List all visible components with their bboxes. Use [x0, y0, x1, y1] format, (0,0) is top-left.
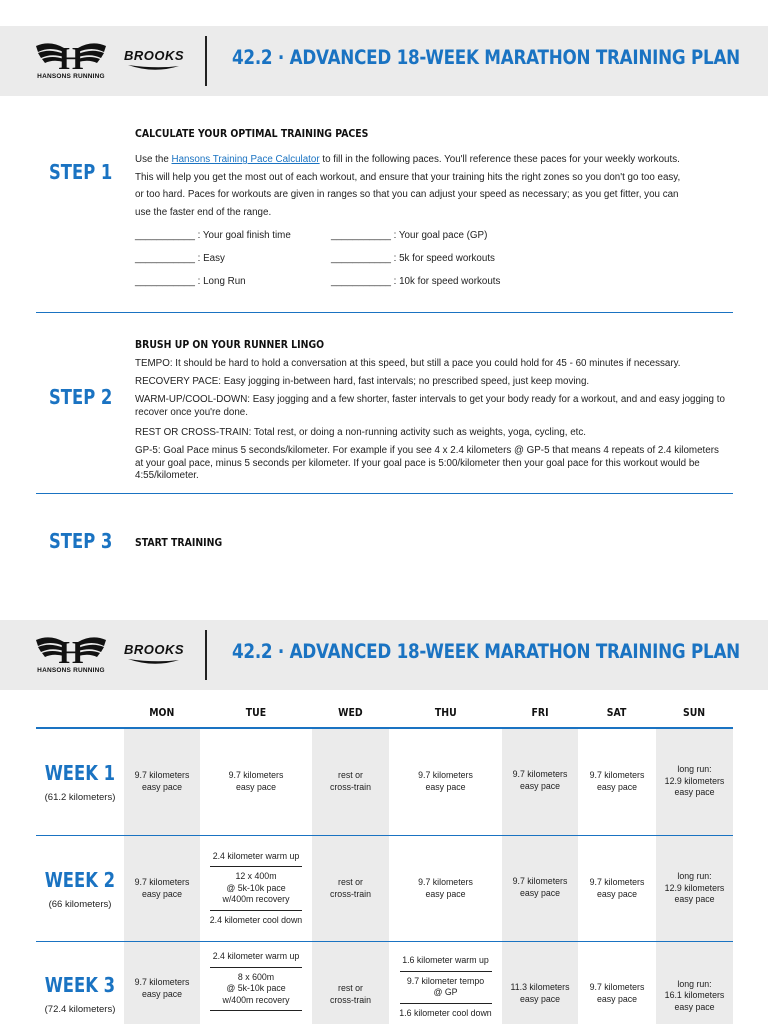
workout-pace: easy pace — [674, 787, 715, 798]
day-header-label: FRI — [531, 706, 549, 719]
hansons-running-logo — [34, 38, 108, 84]
workout-tempo — [389, 976, 502, 999]
hansons-running-logo — [34, 632, 108, 678]
week-2-wed — [312, 836, 389, 941]
workout-distance: 16.1 kilometers — [664, 990, 725, 1001]
workout-distance: 9.7 kilometers — [589, 876, 645, 887]
workout-separator — [210, 967, 302, 968]
brooks-swoosh-icon — [124, 658, 180, 667]
week-3-label — [36, 973, 124, 997]
workout-pace: easy pace — [235, 781, 277, 792]
day-header-label: TUE — [245, 706, 267, 719]
day-header-fri — [502, 706, 578, 719]
week-2-tue — [200, 836, 312, 941]
workout-pace: easy pace — [674, 894, 715, 905]
workout-distance: 9.7 kilometers — [589, 982, 645, 993]
brooks-wordmark: BROOKS — [124, 48, 185, 63]
winged-h-icon — [34, 632, 108, 668]
workout-pace: easy pace — [519, 887, 561, 898]
step-3-title: START TRAINING — [135, 536, 223, 549]
workout-distance: 9.7 kilometers — [134, 977, 190, 988]
interval-reps: 12 x 400m — [235, 871, 277, 882]
week-2-mon — [124, 836, 200, 941]
week-3-wed — [312, 981, 389, 1009]
5k-pace-blank[interactable]: ___________ : 5k for speed workouts — [331, 253, 495, 264]
workout-distance: 9.7 kilometers — [134, 876, 190, 887]
week-1-wed — [312, 728, 389, 835]
week-3-thu — [389, 955, 502, 1019]
workout-warm-up: 2.4 kilometer warm up — [212, 850, 300, 861]
brooks-logo — [124, 642, 185, 668]
week-1-total: (61.2 kilometers) — [44, 792, 116, 803]
workout-warm-up: 2.4 kilometer warm up — [212, 951, 300, 961]
day-header-label: SAT — [607, 706, 627, 719]
workout-distance: 12.9 kilometers — [664, 775, 725, 786]
workout-cool-down: 1.6 kilometer cool down — [399, 1007, 492, 1018]
week-3-fri — [502, 980, 578, 1008]
step-2-label: STEP 2 — [49, 385, 113, 409]
workout-intervals — [200, 972, 312, 1007]
day-header-tue — [200, 706, 312, 719]
workout-rest: cross-train — [329, 888, 372, 899]
instructions-text: to fill in the following paces. You'll reference these paces for your weekly workouts. — [319, 154, 680, 165]
lingo-rest-cross-train: REST OR CROSS-TRAIN: Total rest, or doing a non-running activity such as weights, yoga, cycling, etc. — [135, 427, 587, 438]
workout-pace: easy pace — [141, 888, 183, 899]
lingo-recovery-pace: RECOVERY PACE: Easy jogging in-between hard, fast intervals; no prescribed speed, just keep moving. — [135, 376, 590, 387]
instructions-line-4: use the faster end of the range. — [135, 206, 272, 218]
workout-pace: easy pace — [519, 781, 561, 791]
workout-type: long run: — [677, 978, 712, 989]
lingo-tempo: TEMPO: It should be hard to hold a conversation at this speed, but still a pace you could hold for 45 - 60 minutes if necessary. — [135, 358, 681, 369]
workout-warm-up: 1.6 kilometer warm up — [402, 955, 489, 965]
workout-distance: 9.7 kilometers — [512, 875, 568, 886]
easy-pace-blank[interactable]: ___________ : Easy — [135, 253, 225, 264]
week-2-label — [36, 868, 124, 892]
workout-distance: 9.7 kilometers — [589, 769, 645, 780]
workout-distance: 11.3 kilometers — [510, 982, 570, 993]
workout-type: long run: — [677, 764, 712, 775]
week-1-fri — [502, 728, 578, 834]
week-1-tue — [200, 728, 312, 835]
workout-distance: 9.7 kilometers — [134, 769, 190, 780]
plan-header — [0, 26, 768, 96]
workout-rest: rest or — [338, 876, 363, 887]
day-header-sat — [578, 706, 656, 719]
week-1-sat — [578, 728, 656, 835]
day-header-thu — [389, 706, 502, 719]
pace-calculator-link[interactable]: Hansons Training Pace Calculator — [171, 154, 320, 165]
svg-text:H: H — [58, 40, 84, 74]
goal-finish-time-blank[interactable]: ___________ : Your goal finish time — [135, 230, 291, 241]
workout-pace: easy pace — [596, 781, 638, 792]
day-header-label: WED — [338, 706, 363, 719]
week-label-text: WEEK 3 — [44, 973, 116, 997]
workout-pace: easy pace — [596, 994, 638, 1004]
workout-separator — [210, 1010, 302, 1011]
step-1-title: CALCULATE YOUR OPTIMAL TRAINING PACES — [135, 127, 369, 140]
header-divider — [205, 36, 207, 86]
step-1-label: STEP 1 — [49, 160, 113, 184]
step-1-instructions — [135, 151, 733, 221]
day-header-label: SUN — [683, 706, 706, 719]
workout-separator — [210, 866, 302, 867]
hansons-tagline: HANSONS RUNNING — [37, 73, 105, 80]
interval-reps: 8 x 600m — [237, 971, 275, 982]
workout-pace: easy pace — [596, 888, 638, 899]
workout-distance: 9.7 kilometers — [418, 769, 473, 780]
workout-separator — [210, 910, 302, 911]
workout-rest: cross-train — [329, 781, 372, 792]
brooks-swoosh-icon — [124, 64, 180, 73]
workout-distance: 9.7 kilometers — [512, 769, 568, 780]
week-label-text: WEEK 2 — [44, 868, 116, 892]
instructions-line-2: This will help you get the most out of each workout, and ensure that your training hits the right zones so you don't go too easy, — [135, 171, 681, 183]
week-1-thu — [389, 728, 502, 835]
section-divider — [36, 312, 733, 313]
instructions-line-3: or too hard. Paces for workouts are given in ranges so that you can adjust your speed as necessary; as you get fitter, you can — [135, 189, 679, 201]
goal-pace-blank[interactable]: ___________ : Your goal pace (GP) — [331, 230, 488, 241]
tempo-distance: 9.7 kilometer tempo — [406, 975, 485, 986]
lingo-gp-5: GP-5: Goal Pace minus 5 seconds/kilometer. For example if you see 4 x 2.4 kilometers @ GP-5 that means 4 repeats of 2.4 kilometers at your goal pace, minus 5 seconds per kilometer. If your goal pace is 5:00/kilometer then your goal pace for this workout would be 4:55/kilometer. — [135, 445, 719, 481]
week-2-thu — [389, 836, 502, 941]
week-2-sat — [578, 836, 656, 941]
workout-distance: 12.9 kilometers — [664, 882, 725, 893]
workout-pace: easy pace — [141, 989, 183, 999]
week-label-text: WEEK 1 — [44, 761, 116, 785]
instructions-line-1 — [135, 151, 733, 169]
day-header-label: MON — [149, 706, 175, 719]
interval-recovery: w/400m recovery — [222, 994, 290, 1005]
winged-h-icon — [34, 38, 108, 74]
week-1-mon — [124, 728, 200, 835]
workout-cool-down: 2.4 kilometer cool down — [209, 914, 303, 925]
page-title: 42.2 · ADVANCED 18-WEEK MARATHON TRAINING PLAN — [232, 46, 740, 69]
brooks-wordmark: BROOKS — [124, 642, 185, 657]
interval-pace: @ 5k-10k pace — [226, 983, 286, 994]
workout-separator — [400, 971, 492, 972]
day-header-mon — [124, 706, 200, 719]
day-header-label: THU — [434, 706, 457, 719]
lingo-warm-up-cool-down: WARM-UP/COOL-DOWN: Easy jogging and a few shorter, faster intervals to get your body ready for a workout, and and easy jogging to recover once you're done. — [135, 394, 725, 418]
day-header-sun — [656, 706, 733, 719]
instructions-text: Use the — [135, 154, 172, 165]
workout-pace: easy pace — [141, 781, 183, 792]
workout-pace: easy pace — [425, 781, 466, 792]
workout-rest: rest or — [338, 769, 363, 780]
week-2-fri — [502, 836, 578, 939]
tempo-pace: @ GP — [433, 987, 458, 998]
week-1-label — [36, 761, 124, 785]
workout-separator — [400, 1003, 492, 1004]
header-divider — [205, 630, 207, 680]
week-3-tue — [200, 951, 312, 1015]
workout-rest: rest or — [338, 983, 363, 994]
interval-pace: @ 5k-10k pace — [226, 882, 286, 893]
workout-rest: cross-train — [329, 995, 372, 1005]
week-3-mon — [124, 975, 200, 1003]
long-run-pace-blank[interactable]: ___________ : Long Run — [135, 276, 246, 287]
workout-intervals — [223, 871, 290, 906]
week-1-sun — [656, 728, 733, 835]
step-2-title: BRUSH UP ON YOUR RUNNER LINGO — [135, 338, 325, 351]
hansons-tagline: HANSONS RUNNING — [37, 667, 105, 674]
week-3-sun — [656, 976, 733, 1016]
day-header-wed — [312, 706, 389, 719]
workout-pace: easy pace — [425, 888, 466, 899]
week-2-total: (66 kilometers) — [48, 899, 112, 910]
week-3-total: (72.4 kilometers) — [44, 1004, 116, 1015]
10k-pace-blank[interactable]: ___________ : 10k for speed workouts — [331, 276, 501, 287]
workout-type: long run: — [677, 871, 712, 882]
brooks-logo — [124, 48, 185, 74]
plan-header — [0, 620, 768, 690]
workout-distance: 9.7 kilometers — [228, 769, 284, 780]
week-2-sun — [656, 836, 733, 941]
workout-pace: easy pace — [519, 994, 561, 1004]
workout-pace: easy pace — [674, 1001, 715, 1012]
page-title: 42.2 · ADVANCED 18-WEEK MARATHON TRAINING PLAN — [232, 640, 740, 663]
week-divider — [36, 941, 733, 942]
svg-text:H: H — [58, 634, 84, 668]
interval-recovery: w/400m recovery — [222, 894, 290, 905]
section-divider — [36, 493, 733, 494]
step-3-label: STEP 3 — [49, 529, 113, 553]
workout-distance: 9.7 kilometers — [418, 876, 473, 887]
week-3-sat — [578, 980, 656, 1008]
